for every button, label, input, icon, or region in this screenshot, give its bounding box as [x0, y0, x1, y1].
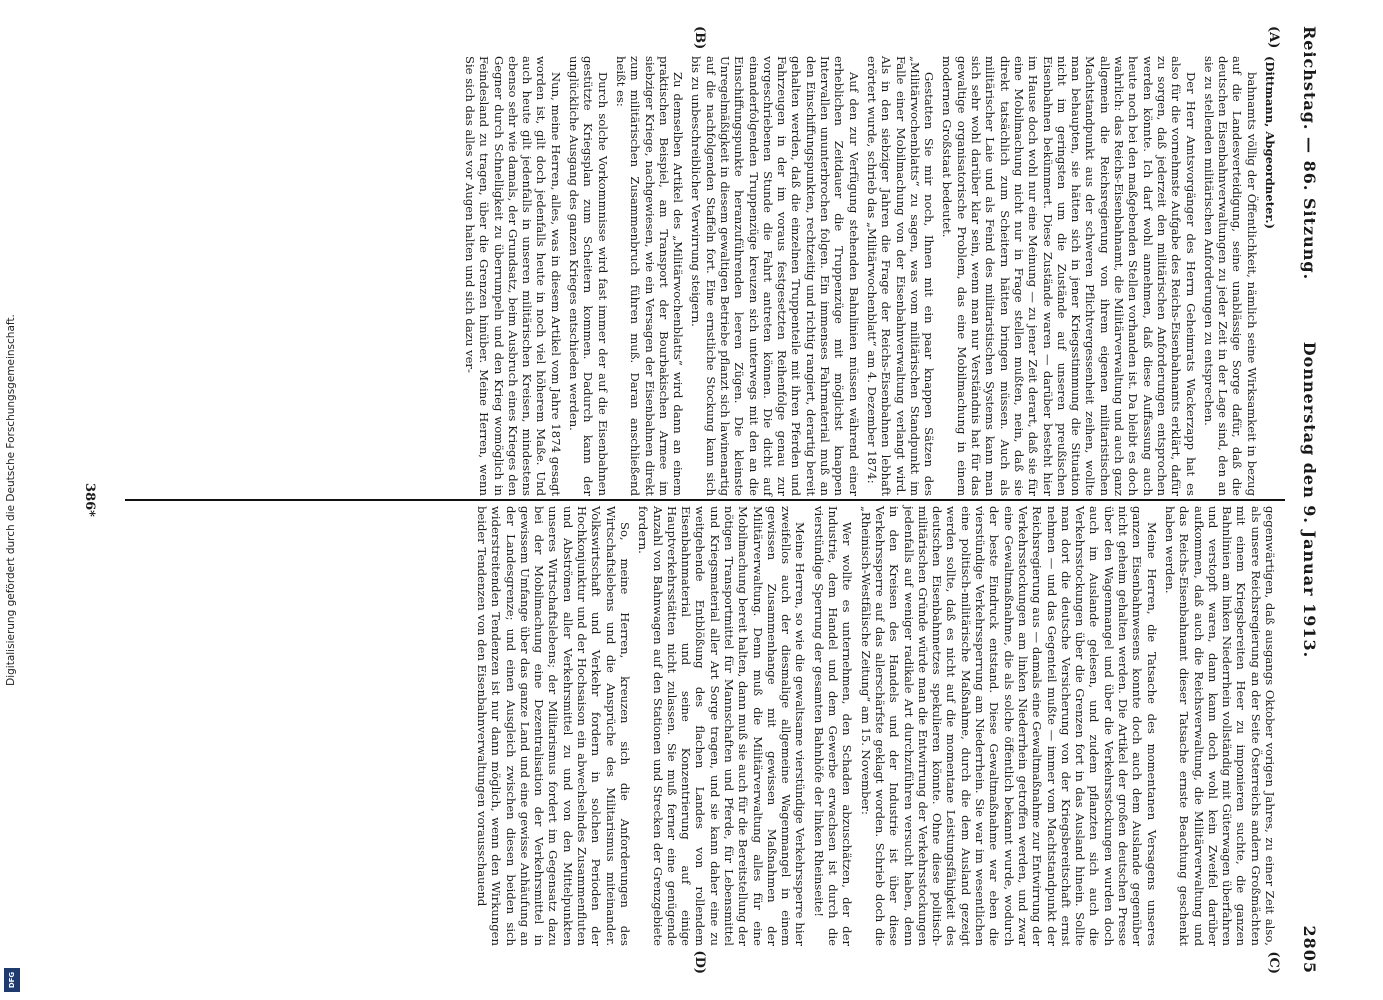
- speaker-label: (Dittmann, Abgeordneter.): [1262, 56, 1277, 229]
- paragraph: gegenwärtigen, daß ausgangs Oktober vorigen Jahres, zu einer Zeit also, als unsere Reichsregierung an der Seite Österreichs andern Großmächten mit einem Kriegsbereiten Heer zu imponieren suchte, die ganzen Bahnlinien am linken Niederrhein vollständig mit Güterwagen überfahren und verstopft waren, dann kann doch wohl kein Zweifel darüber aufkommen, daß auch die Reichsverwaltung, die Militärverwaltung und das Reichs-Eisenbahnamt dieser Tatsache ernste Beachtung geschenkt haben werden.: [1162, 506, 1277, 946]
- left-column: [458, 56, 1276, 496]
- digitization-credit: Digitalisierung gefördert durch die Deutsche Forschungsgemeinschaft.: [5, 314, 17, 686]
- header-date: Donnerstag den 9. Januar 1913.: [1299, 341, 1319, 659]
- right-column: [470, 506, 1276, 946]
- header-left: Reichstag. — 86. Sitzung.: [1299, 26, 1319, 281]
- margin-mark-c: (C): [1265, 951, 1281, 974]
- paragraph: Der Herr Amtsvorgänger des Herrn Geheimrats Wackerzapp hat es also für die vornehmste Aufgabe des Reichs-Eisenbahnamts erklärt, dafür zu sorgen, daß jederzeit den militärischen Anforderungen entsprochen werden könnte. Ich darf wohl annehmen, daß diese Auffassung auch heute noch bei den maßgebenden Stellen vorhanden ist. Da bleibt es doch wahrlich: das Reichs-Eisenbahnamt, die Militärverwaltung und auch ganz allgemein die Reichsregierung von ihrem eigenen militaristischen Machtstandpunkt aus der schweren Pflichtvergessenheit zeihen, wollte man behaupten, sie hätten sich in jener Kriegsstimmung die Situation nicht im geringsten um die Zustände auf unseren preußischen Eisenbahnen bekümmert. Diese Zustände waren — darüber besteht hier im Hause doch wohl nur eine Meinung — zu jener Zeit derart, daß sie für eine Mobilmachung nicht nur in Frage stellen mußten, nein, daß sie direkt tatsächlich zum Scheitern hätten bringen müssen. Auch als militärischer Laie und als Feind des militaristischen Systems kann man sich sehr wohl darüber klar sein, wenn man nur Verständnis hat für das gewaltige organisatorische Problem, das eine Mobilmachung in einem modernen Großstaat bedeutet.: [939, 56, 1198, 496]
- paragraph: Meine Herren, so wie die gewaltsame vierstündige Verkehrssperre hier zweifellos auch der diesmalige allgemeine Wagenmangel in einem gewissen Zusammenhange mit gewissen Maßnahmen der Militärverwaltung. Denn muß die Militärverwaltung alles für eine Mobilmachung bereit halten, dann muß sie auch für die Bereitstellung der nötigen Transportmittel für Mannschaften und Pferde, für Lebensmittel und Kriegsmaterial aller Art Sorge tragen, und sie kann daher eine zu weitgehende Entblößung des flachen Landes von rollendem Eisenbahnmaterial und seine Konzentrierung auf einige Hauptverkehrsstätten nicht zulassen. Sie muß ferner eine genügende Anzahl von Bahnwagen auf den Stationen und Strecken der Grenzgebiete fordern.: [635, 506, 807, 946]
- margin-mark-a: (A): [1265, 26, 1281, 49]
- margin-mark-b: (B): [691, 26, 707, 50]
- sheet-signature: 386*: [81, 483, 97, 517]
- paragraph: bahnamts völlig der Öffentlichkeit, nämlich seine Wirksamkeit in bezug auf die Landesverteidigung, seine unablässige Sorge dafür, daß die deutschen Eisenbahnverwaltungen zu jeder Zeit in der Lage sind, den an sie zu stellenden militärischen Anforderungen zu entsprechen.: [1201, 56, 1259, 496]
- page-header: [1289, 20, 1319, 980]
- paragraph: Zu demselben Artikel des „Militärwochenblatts“ wird dann an einem praktischen Beispiel, am Transport der Bourbakischen Armee im siebziger Kriege, nachgewiesen, wie ein Versagen der Eisenbahnen direkt zum militärischen Zusammenbruch führen muß. Daran anschließend heißt es:: [613, 56, 685, 496]
- paragraph: Meine Herren, die Tatsache des momentanen Versagens unseres ganzen Eisenbahnwesens konnte doch auch dem Auslande gegenüber nicht geheim gehalten werden. Die Artikel der großen deutschen Presse über den Wagenmangel und über die Verkehrsstockungen wurden doch auch im Auslande gelesen, und zudem pflanzten sich auch die Verkehrsstockungen über die Grenzen fort in das Ausland hinein. Sollte man dort die deutsche Versicherung von der Kriegsbereitschaft ernst nehmen — und das Gegenteil mußte — immer vom Machtstandpunkt der Reichsregierung aus — damals eine Gewaltmaßnahme zur Entwirrung der Verkehrsstockungen am linken Niederrhein getroffen werden, und zwar eine Gewaltmaßnahme, die als solche öffentlich bekannt wurde, wodurch der beste Eindruck entstand. Diese Gewaltmaßnahme war eben die vierstündige Verkehrssperrung am Niederrhein. Sie war im wesentlichen eine politisch-militärische Maßnahme, durch die dem Ausland gezeigt werden sollte, daß es nicht auf die momentane Leistungsfähigkeit des deutschen Eisenbahnnetzes spekulieren könnte. Ohne diese politisch-militärischen Gründe würde man die Entwirrung der Verkehrsstockungen jedenfalls auf weniger radikale Art durchzuführen versucht haben, denn in den Kreisen des Handels und der Industrie ist über diese Verkehrssperre auf das allerschärfste geklagt worden. Schrieb doch die „Rheinisch-Westfälische Zeitung“ am 15. November:: [858, 506, 1159, 946]
- paragraph: So, meine Herren, kreuzen sich die Anforderungen des Wirtschaftslebens und die Ansprüche des Militarismus miteinander. Volkswirtschaft und Verkehr fordern in solchen Perioden der Hochkonjunktur und der Hochsaison ein abwechselndes Zusammenfluten und Abströmen aller Verkehrsmittel zu und von den Mittelpunkten unseres Wirtschaftslebens; der Militarismus fordert im Gegensatz dazu bei der Mobilmachung eine Dezentralisation der Verkehrsmittel in gewissem Umfange über das ganze Land und eine gewisse Anhäufung an der Landesgrenze; und einen Ausgleich zwischen diesen beiden sich widerstreitenden Tendenzen ist nur dann möglich, wenn den Wirkungen beider Tendenzen von den Eisenbahnverwaltungen vorausschauend: [474, 506, 632, 946]
- digitization-credit-strip: [0, 0, 22, 1000]
- margin-mark-d: (D): [691, 950, 707, 974]
- page-number: 2805: [1299, 925, 1319, 974]
- column-divider: [125, 499, 1285, 501]
- rotated-page-content: [47, 20, 1337, 980]
- dfg-logo-text: DFG: [8, 971, 16, 989]
- quote-paragraph: Wer wollte es unternehmen, den Schaden abzuschätzen, der der Industrie, dem Handel und dem Gewerbe erwachsen ist durch die vierstündige Sperrung der gesamten Bahnhöfe der linken Rheinseite!: [811, 506, 854, 946]
- paragraph: Gestatten Sie mir noch, Ihnen mit ein paar knappen Sätzen des „Militärwochenblatts“ zu sagen, was vom militärischen Standpunkt im Falle einer Mobilmachung von der Eisenbahnverwaltung verlangt wird. Als in den siebziger Jahren die Frage der Reichs-Eisenbahnen lebhaft erörtert wurde, schrieb das „Militärwochenblatt“ am 4. Dezember 1874:: [864, 56, 936, 496]
- dfg-logo-icon: [4, 968, 20, 992]
- paragraph: Nun, meine Herren, alles, was in diesem Artikel vom Jahre 1874 gesagt worden ist, gilt doch jedenfalls heute in noch viel höherem Maße. Und auch heute gilt jedenfalls in unseren militärischen Kreisen, mindestens ebenso sehr wie damals, der Grundsatz, beim Ausbruch eines Krieges den Gegner durch Schnelligkeit zu überrumpeln und den Krieg womöglich in Feindesland zu tragen, über die Grenzen hinüber. Meine Herren, wenn Sie sich das alles vor Augen halten und sich dazu ver-: [462, 56, 563, 496]
- quote-paragraph: Auf den zur Verfügung stehenden Bahnlinien müssen während einer erheblichen Zeitdauer die Truppenzüge mit möglichst knappen Intervallen ununterbrochen folgen. Ein immenses Fahrmaterial muß an den Einschiffungspunkten, rechtzeitig und richtig rangiert, derartig bereit gehalten werden, daß die einzelnen Truppenteile mit ihren Pferden und Fahrzeugen in der im voraus festgesetzten Reihenfolge genau zur vorgeschriebenen Stunde die Fahrt antreten können. Die dicht auf einanderfolgenden Truppenzüge kreuzen sich unterwegs mit den an die Einschiffungspunkte heranzuführenden leeren Zügen. Die kleinste Unregelmäßigkeit in diesem gewaltigen Betriebe pflanzt sich lawinenartig auf die nachfolgenden Staffeln fort. Eine ernstliche Stockung kann sich bis zu unbeschreiblicher Verwirrung steigern.: [688, 56, 861, 496]
- quote-paragraph: Durch solche Vorkommnisse wird fast immer der auf die Eisenbahnen gestützte Kriegsplan zum Scheitern kommen. Dadurch kann der unglückliche Ausgang des ganzen Krieges entschieden werden.: [566, 56, 610, 496]
